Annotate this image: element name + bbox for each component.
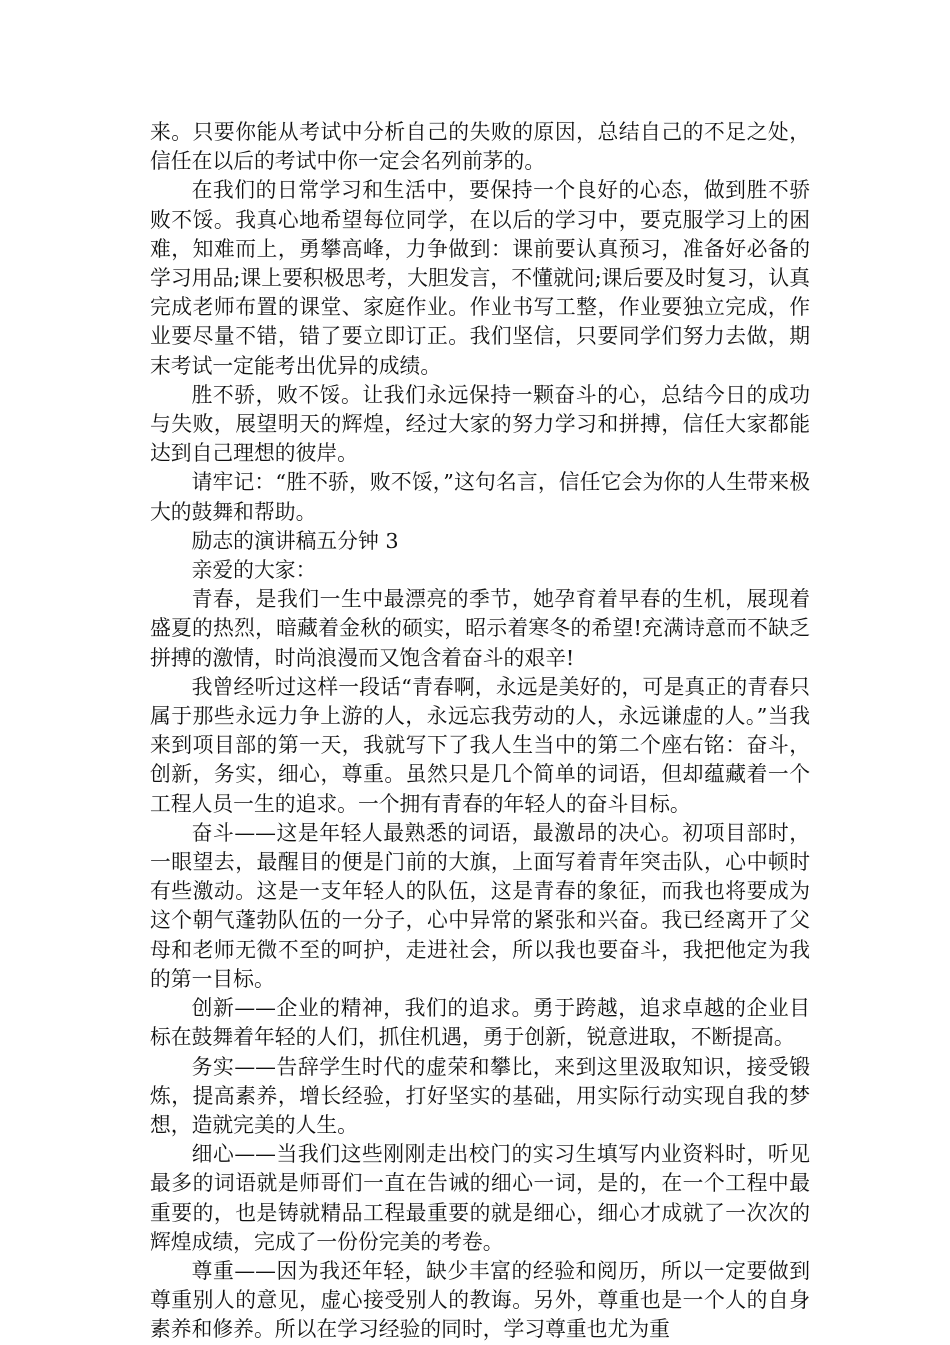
paragraph-struggle: 奋斗——这是年轻人最熟悉的词语，最激昂的决心。初项目部时，一眼望去，最醒目的便是门前的大旗，上面写着青年突击队，心中顿时有些激动。这是一支年轻人的队伍，这是青春的象征，而我也将要成为这个朝气蓬勃队伍的一分子，心中异常的紧张和兴奋。我已经离开了父母和老师无微不至的呵护，走进社会，所以我也要奋斗，我把他定为我的第一目标。 [150,820,810,991]
paragraph-daily-study: 在我们的日常学习和生活中，要保持一个良好的心态，做到胜不骄败不馁。我真心地希望每位同学，在以后的学习中，要克服学习上的困难，知难而上，勇攀高峰，力争做到：课前要认真预习，准备好必备的学习用品;课上要积极思考，大胆发言，不懂就问;课后要及时复习，认真完成老师布置的课堂、家庭作业。作业书写工整，作业要独立完成，作业要尽量不错，错了要立即订正。我们坚信，只要同学们努力去做，期末考试一定能考出优异的成绩。 [150,178,810,378]
paragraph-youth: 青春，是我们一生中最漂亮的季节，她孕育着早春的生机，展现着盛夏的热烈，暗藏着金秋的硕实，昭示着寒冬的希望!充满诗意而不缺乏拼搏的激情，时尚浪漫而又饱含着奋斗的艰辛! [150,587,810,670]
paragraph-quote: 我曾经听过这样一段话“青春啊，永远是美好的，可是真正的青春只属于那些永远力争上游的人，永远忘我劳动的人，永远谦虚的人。”当我来到项目部的第一天，我就写下了我人生当中的第二个座右铭：奋斗，创新，务实，细心，尊重。虽然只是几个简单的词语，但却蕴藏着一个工程人员一生的追求。一个拥有青春的年轻人的奋斗目标。 [150,674,810,816]
paragraph-carefulness: 细心——当我们这些刚刚走出校门的实习生填写内业资料时，听见最多的词语就是师哥们一直在告诫的细心一词，是的，在一个工程中最重要的，也是铸就精品工程最重要的就是细心，细心才成就了一次次的辉煌成绩，完成了一份份完美的考卷。 [150,1142,810,1254]
paragraph-motto: 请牢记：“胜不骄，败不馁，”这句名言，信任它会为你的人生带来极大的鼓舞和帮助。 [150,470,810,524]
paragraph-continuation: 来。只要你能从考试中分析自己的失败的原因，总结自己的不足之处，信任在以后的考试中你一定会名列前茅的。 [150,120,810,174]
paragraph-persist: 胜不骄，败不馁。让我们永远保持一颗奋斗的心，总结今日的成功与失败，展望明天的辉煌，经过大家的努力学习和拼搏，信任大家都能达到自己理想的彼岸。 [150,382,810,466]
paragraph-pragmatism: 务实——告辞学生时代的虚荣和攀比，来到这里汲取知识，接受锻炼，提高素养，增长经验，打好坚实的基础，用实际行动实现自我的梦想，造就完美的人生。 [150,1054,810,1137]
document-page [150,118,810,1345]
paragraph-respect: 尊重——因为我还年轻，缺少丰富的经验和阅历，所以一定要做到尊重别人的意见，虚心接受别人的教诲。另外，尊重也是一个人的自身素养和修养。所以在学习经验的同时，学习尊重也尤为重 [150,1258,810,1342]
salutation: 亲爱的大家： [191,558,317,583]
speech-title: 励志的演讲稿五分钟 3 [191,528,399,553]
paragraph-innovation: 创新——企业的精神，我们的追求。勇于跨越，追求卓越的企业目标在鼓舞着年轻的人们，抓住机遇，勇于创新，锐意进取，不断提高。 [150,996,810,1050]
